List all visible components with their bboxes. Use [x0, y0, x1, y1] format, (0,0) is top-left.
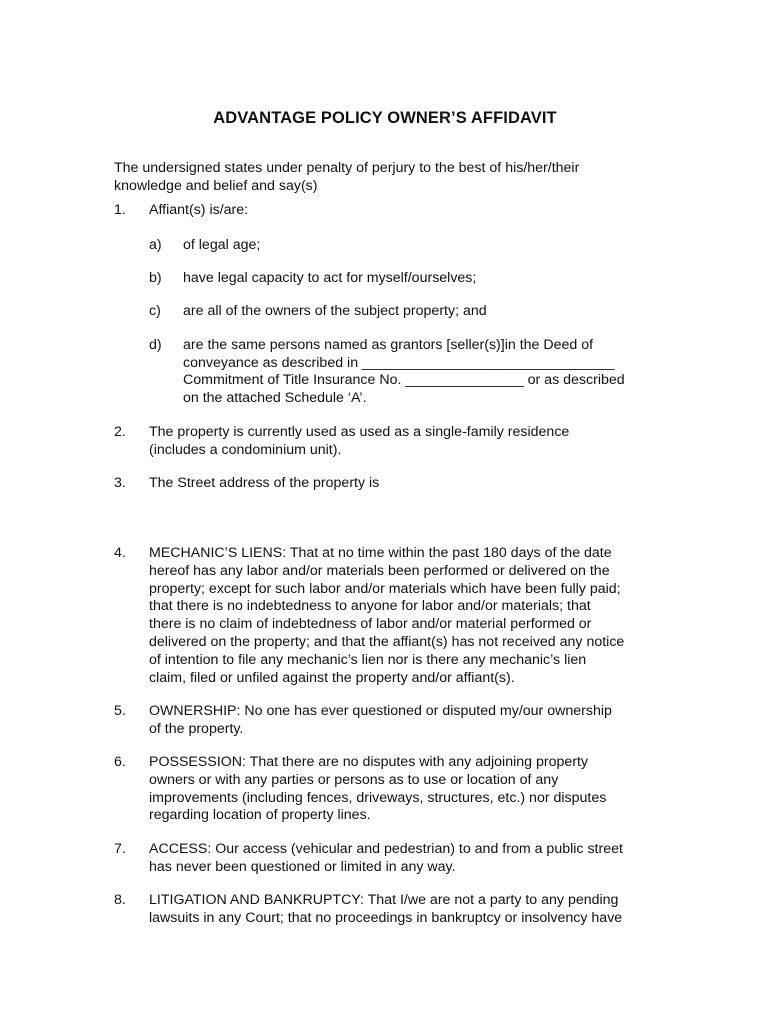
item-1-text: Affiant(s) is/are:	[149, 202, 249, 218]
item-6-text: POSSESSION: That there are no disputes with any adjoining property owners or with any parties or persons as to use or location of any improvements (including fences, driveways, structures, etc.) nor disputes regarding location of property lines.	[149, 754, 607, 824]
item-number: 5.	[114, 703, 126, 719]
intro-paragraph	[114, 160, 579, 195]
subitem-text: have legal capacity to act for myself/ourselves;	[183, 270, 477, 286]
item-8-text: LITIGATION AND BANKRUPTCY: That I/we are not a party to any pending lawsuits in any Court; that no proceedings in bankruptcy or insolvency have	[149, 892, 623, 926]
subitem-label: a)	[149, 237, 162, 253]
item-number: 2.	[114, 424, 126, 440]
item-3-text: The Street address of the property is	[149, 475, 380, 491]
subitem-text: of legal age;	[183, 237, 261, 253]
item-number: 4.	[114, 545, 126, 561]
intro-line: The undersigned states under penalty of perjury to the best of his/her/their	[114, 160, 580, 176]
item-7-text: ACCESS: Our access (vehicular and pedestrian) to and from a public street has never been questioned or limited in any way.	[149, 841, 623, 875]
item-number: 7.	[114, 841, 126, 857]
subitem-label: c)	[149, 303, 161, 319]
subitem-text: are the same persons named as grantors [seller(s)]in the Deed of conveyance as described in ________________________________ Commitment of Title Insurance No. _______________ or as described on the attached Schedule ‘A’.	[183, 337, 625, 406]
item-number: 8.	[114, 892, 126, 908]
item-2-text: The property is currently used as used as a single-family residence (includes a condominium unit).	[149, 424, 570, 458]
item-number: 6.	[114, 754, 126, 770]
intro-line: knowledge and belief and say(s)	[114, 177, 318, 194]
subitem-label: d)	[149, 337, 162, 353]
document-title: ADVANTAGE POLICY OWNER’S AFFIDAVIT	[213, 109, 557, 127]
item-5-text: OWNERSHIP: No one has ever questioned or disputed my/our ownership of the property.	[149, 703, 612, 737]
item-number: 1.	[114, 202, 126, 218]
subitem-label: b)	[149, 270, 162, 286]
item-number: 3.	[114, 475, 126, 491]
subitem-text: are all of the owners of the subject property; and	[183, 303, 487, 319]
item-4-text: MECHANIC’S LIENS: That at no time within the past 180 days of the date hereof has any labor and/or materials been performed or delivered on the property; except for such labor and/or materials which have been fully paid; that there is no indebtedness to anyone for labor and/or materials; that there is no claim of indebtedness of labor and/or material performed or delivered on the property; and that the affiant(s) has not received any notice of intention to file any mechanic’s lien nor is there any mechanic’s lien claim, filed or unfiled against the property and/or affiant(s).	[149, 545, 625, 686]
